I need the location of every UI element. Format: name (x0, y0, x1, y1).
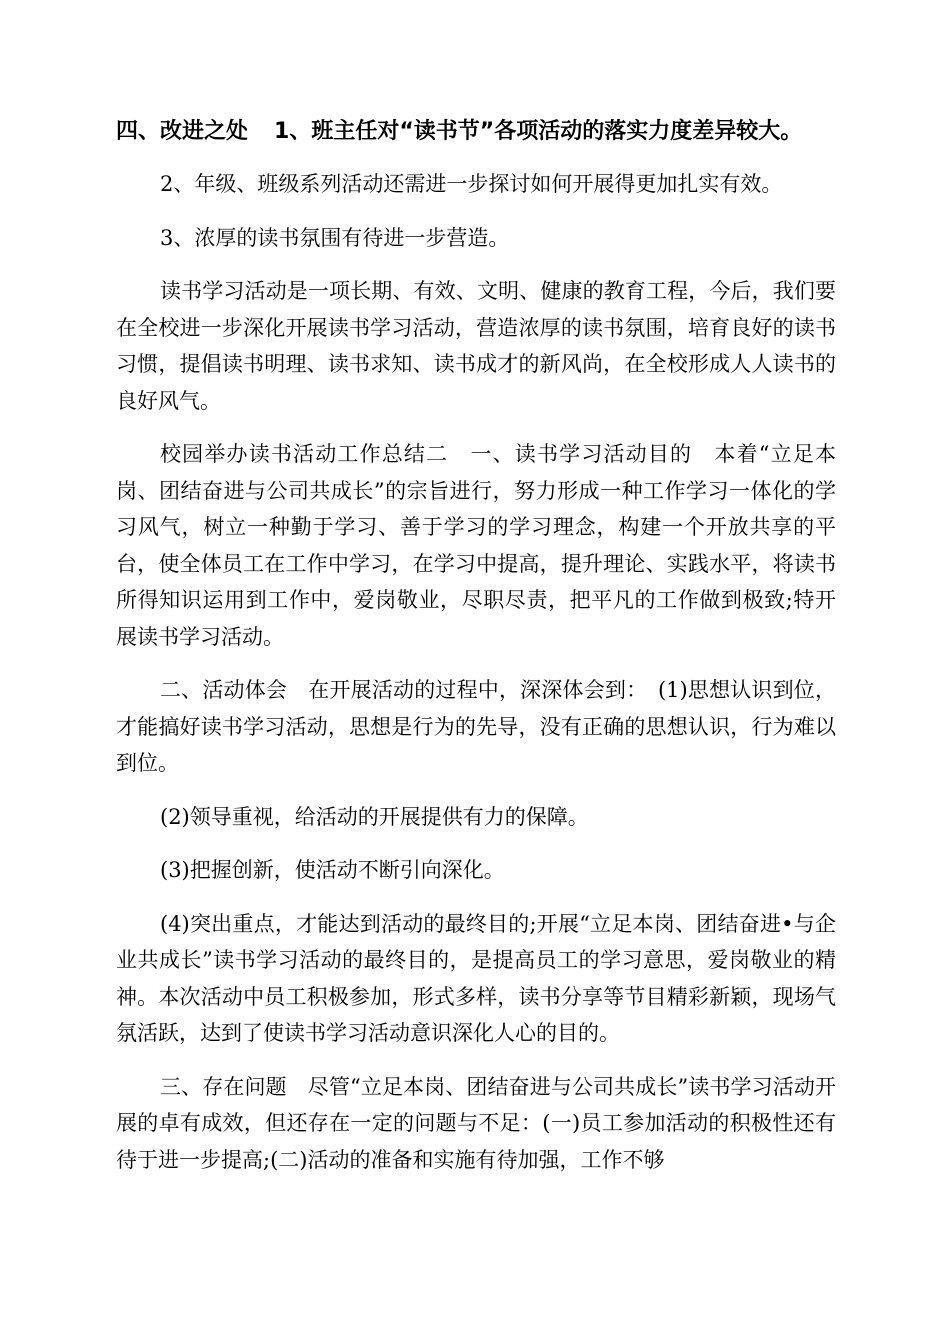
paragraph-experience-4: (4)突出重点，才能达到活动的最终目的;开展“立足本岗、团结奋进•与企业共成长”读书学习活动的最终目的，是提高员工的学习意思，爱岗敬业的精神。本次活动中员工积极参加，形式多样，读书分享等节目精彩新颖，现场气氛活跃，达到了使读书学习活动意识深化人心的目的。 (116, 911, 836, 1045)
paragraph-summary-two-purpose: 校园举办读书活动工作总结二 一、读书学习活动目的 本着“立足本岗、团结奋进与公司共成长”的宗旨进行，努力形成一种工作学习一体化的学习风气，树立一种勤于学习、善于学习的学习理念，构建一个开放共享的平台，使全体员工在工作中学习，在学习中提高，提升理论、实践水平，将读书所得知识运用到工作中，爱岗敬业，尽职尽责，把平凡的工作做到极致;特开展读书学习活动。 (116, 442, 836, 649)
paragraph-point-2: 2、年级、班级系列活动还需进一步探讨如何开展得更加扎实有效。 (160, 172, 783, 196)
paragraph-experience-3: (3)把握创新，使活动不断引向深化。 (160, 858, 505, 882)
paragraph-experience-2: (2)领导重视，给活动的开展提供有力的保障。 (160, 804, 589, 829)
paragraph-point-3: 3、浓厚的读书氛围有待进一步营造。 (160, 225, 510, 250)
document-body (116, 166, 836, 1195)
paragraph-problems: 三、存在问题 尽管“立足本岗、团结奋进与公司共成长”读书学习活动开展的卓有成效，但还存在一定的问题与不足：(一)员工参加活动的积极性还有待于进一步提高;(二)活动的准备和实施有待加强，工作不够 (116, 1074, 836, 1172)
paragraph-conclusion: 读书学习活动是一项长期、有效、文明、健康的教育工程，今后，我们要在全校进一步深化开展读书学习活动，营造浓厚的读书氛围，培育良好的读书习惯，提倡读书明理、读书求知、读书成才的新风尚，在全校形成人人读书的良好风气。 (116, 279, 836, 413)
section-heading-point-1: 1、班主任对“读书节”各项活动的落实力度差异较大。 (274, 119, 803, 144)
section-heading-title: 四、改进之处 (116, 119, 249, 144)
section-heading (116, 110, 836, 154)
paragraph-experience: 二、活动体会 在开展活动的过程中，深深体会到： (1)思想认识到位，才能搞好读书学习活动，思想是行为的先导，没有正确的思想认识，行为难以到位。 (116, 678, 836, 775)
